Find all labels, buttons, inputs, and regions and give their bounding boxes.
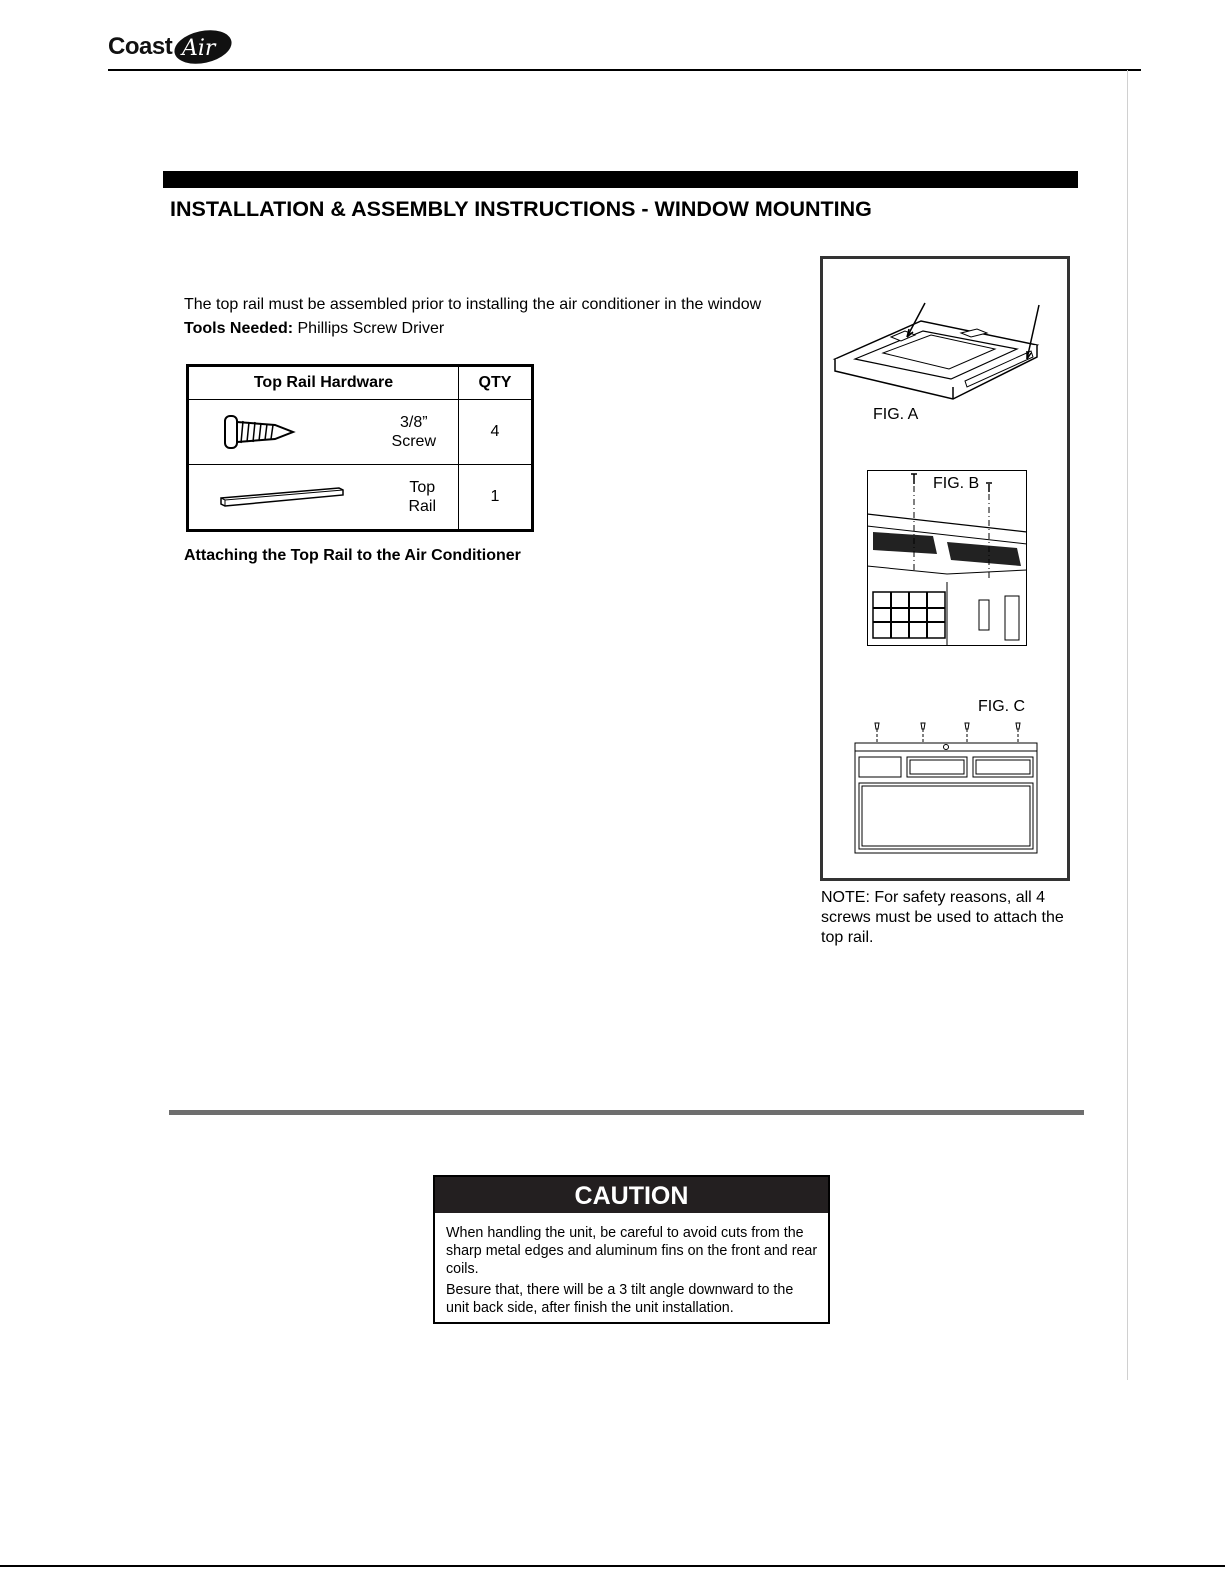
logo-text: Coast bbox=[108, 33, 173, 60]
fig-c-label: FIG. C bbox=[978, 698, 1026, 715]
fig-c-illustration bbox=[853, 721, 1043, 855]
hardware-label: Top Rail bbox=[408, 479, 436, 515]
hardware-label: 3/8” Screw bbox=[391, 414, 436, 450]
screw-icon bbox=[217, 412, 297, 452]
brand-logo bbox=[108, 24, 234, 70]
hardware-cell bbox=[188, 465, 459, 531]
tools-needed bbox=[184, 320, 444, 338]
col-header-item: Top Rail Hardware bbox=[188, 366, 459, 400]
tools-label: Tools Needed: bbox=[184, 320, 294, 337]
safety-note: NOTE: For safety reasons, all 4 screws must be used to attach the top rail. bbox=[821, 889, 1064, 946]
fig-b-illustration bbox=[867, 470, 1028, 647]
caution-box bbox=[433, 1175, 830, 1324]
tools-value: Phillips Screw Driver bbox=[293, 320, 445, 337]
footer-divider bbox=[0, 1565, 1225, 1567]
subheading: Attaching the Top Rail to the Air Conditioner bbox=[184, 547, 521, 564]
table-row bbox=[188, 400, 533, 465]
table-row bbox=[188, 465, 533, 531]
header-divider bbox=[108, 69, 1141, 71]
logo-air-script-icon bbox=[172, 25, 234, 69]
intro-text: The top rail must be assembled prior to installing the air conditioner in the window bbox=[184, 296, 762, 313]
top-rail-icon bbox=[217, 482, 347, 512]
caution-heading: CAUTION bbox=[435, 1177, 828, 1213]
table-header-row bbox=[188, 366, 533, 400]
hardware-table bbox=[186, 364, 534, 532]
qty-cell: 1 bbox=[459, 465, 533, 531]
section-divider bbox=[169, 1110, 1084, 1115]
qty-cell: 4 bbox=[459, 400, 533, 465]
figure-panel bbox=[820, 256, 1070, 881]
caution-paragraph: When handling the unit, be careful to avoid cuts from the sharp metal edges and aluminum fins on the front and rear coils. bbox=[446, 1225, 818, 1277]
caution-paragraph: Besure that, there will be a 3 tilt angle downward to the unit back side, after finish the unit installation. bbox=[446, 1282, 794, 1316]
section-title-bar bbox=[163, 171, 1078, 188]
svg-text:Air: Air bbox=[182, 36, 216, 61]
fig-b-label: FIG. B bbox=[933, 475, 980, 492]
fig-a-illustration bbox=[831, 299, 1051, 409]
fig-a-label: FIG. A bbox=[873, 406, 919, 423]
section-title: INSTALLATION & ASSEMBLY INSTRUCTIONS - WINDOW MOUNTING bbox=[170, 197, 872, 221]
hardware-cell bbox=[188, 400, 459, 465]
caution-body bbox=[435, 1213, 828, 1317]
page-margin-line bbox=[1127, 70, 1128, 1380]
col-header-qty: QTY bbox=[459, 366, 533, 400]
